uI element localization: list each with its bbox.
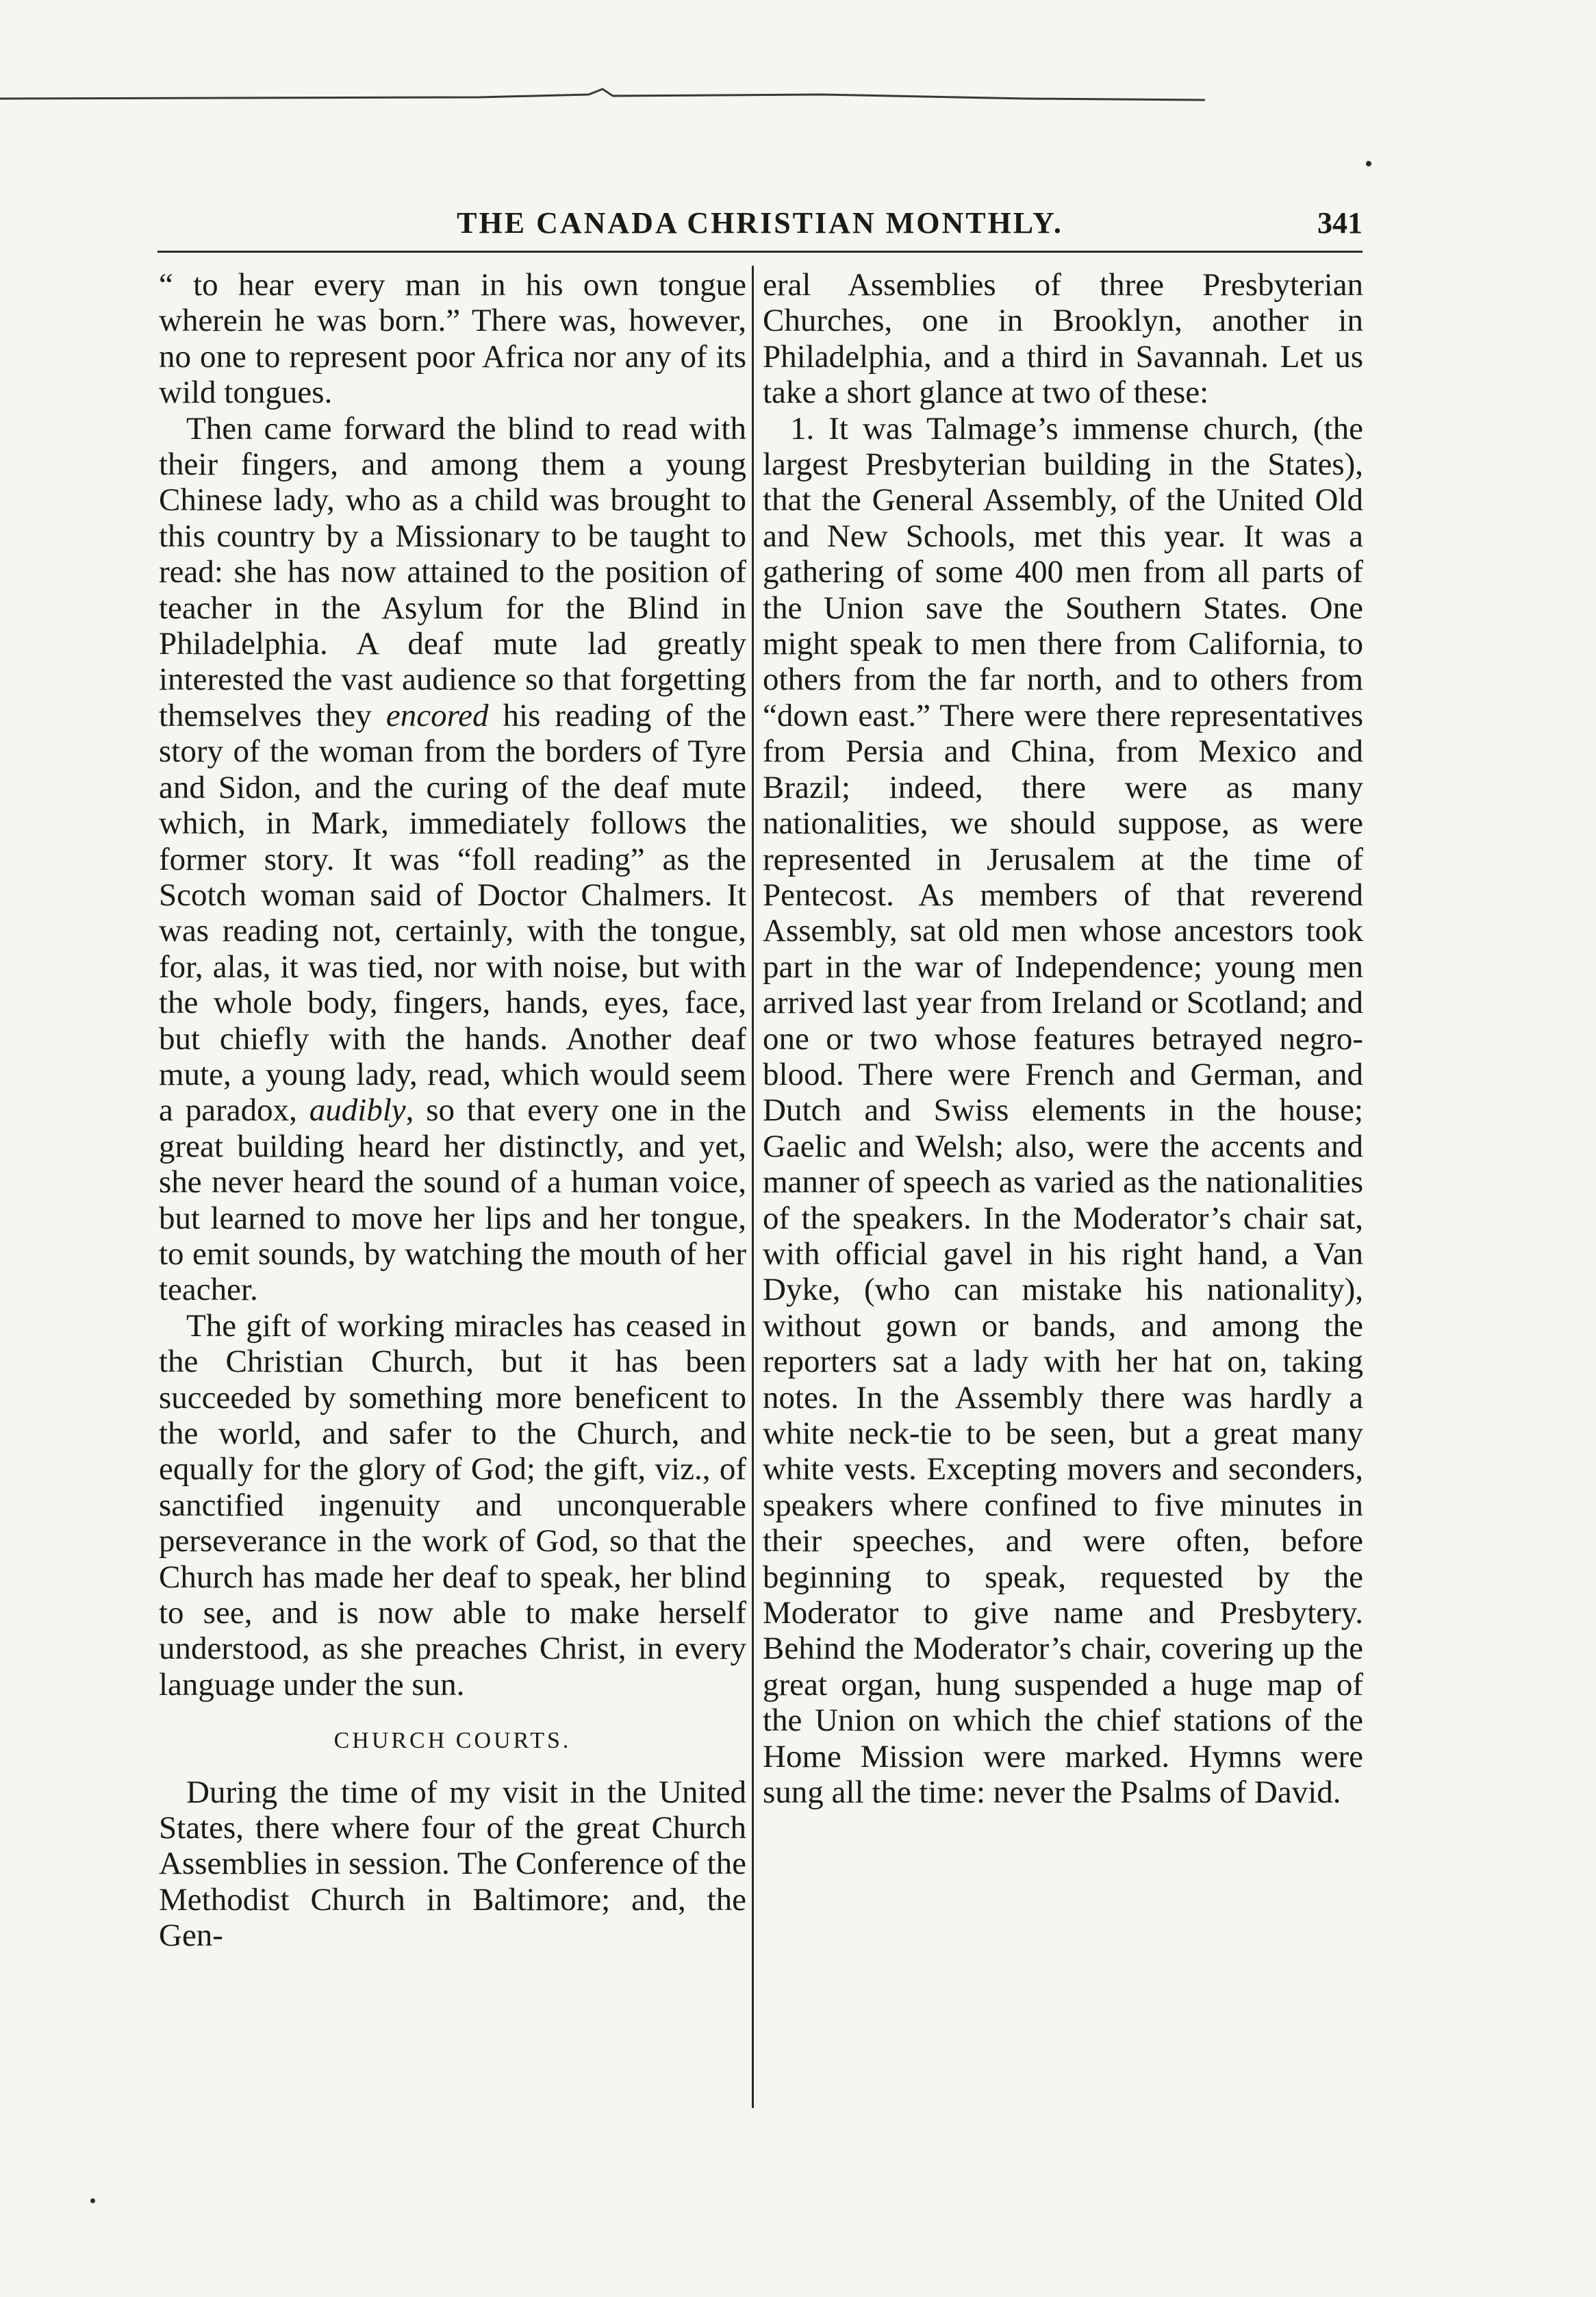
left-paragraph-2-part-b: his reading of the story of the woman from the borders of Tyre and Sidon, and the curing of the deaf mute which, in Mark, immediately follows the former story. It was “foll reading” as the Scotch woman said of Doctor Chalmers. It was reading not, certainly, with the tongue, for, alas, it was tied, nor with noise, but with the whole body, fingers, hands, eyes, face, but chiefly with the hands. Another deaf mute, a young lady, read, which would seem a paradox,: [159, 697, 746, 1129]
column-divider: [752, 266, 754, 2108]
italic-audibly: audibly: [309, 1092, 406, 1129]
scan-top-edge-mark: [0, 86, 1596, 114]
ink-speck: [90, 2198, 95, 2203]
ink-speck: [1366, 161, 1371, 166]
page-number: 341: [1317, 206, 1363, 240]
italic-encored: encored: [385, 697, 489, 733]
right-paragraph-2: 1. It was Talmage’s immense church, (the largest Presbyterian building in the States), that the General Assembly, of the United Old and New Schools, met this year. It was a gathering of some 400 men from all parts of the Union save the Southern States. One might speak to men there from California, to others from the far north, and to others from “down east.” There were there representatives from Persia and China, from Mexico and Brazil; indeed, there were as many nationalities, we should suppose, as were represented in Jerusalem at the time of Pentecost. As members of that reverend Assembly, sat old men whose ancestors took part in the war of Independence; young men arrived last year from Ireland or Scotland; and one or two whose features betrayed negro-blood. There were French and German, and Dutch and Swiss elements in the house; Gaelic and Welsh; also, were the accents and manner of speech as varied as the nationalities of the speakers. In the Moderator’s chair sat, with official gavel in his right hand, a Van Dyke, (who can mistake his nationality), without gown or bands, and among the reporters sat a lady with her hat on, taking notes. In the Assembly there was hardly a white neck-tie to be seen, but a great many white vests. Excepting movers and seconders, speakers where confined to five minutes in their speeches, and were often, before beginning to speak, requested by the Moderator to give name and Presbytery. Behind the Moderator’s chair, covering up the great organ, hung suspended a huge map of the Union on which the chief stations of the Home Mission were marked. Hymns were sung all the time: never the Psalms of David.: [763, 410, 1363, 1811]
left-paragraph-1: “ to hear every man in his own tongue wherein he was born.” There was, however, no one to represent poor Africa nor any of its wild tongues.: [159, 267, 746, 411]
left-paragraph-4: During the time of my visit in the United States, there where four of the great Church Assemblies in session. The Conference of the Methodist Church in Baltimore; and, the Gen-: [159, 1774, 746, 1954]
running-title: THE CANADA CHRISTIAN MONTHLY.: [457, 206, 1063, 240]
running-head: [157, 203, 1363, 253]
left-column: [159, 267, 746, 2103]
left-paragraph-2: [159, 411, 746, 1308]
right-paragraph-1: eral Assemblies of three Presbyterian Churches, one in Brooklyn, another in Philadelphia, and a third in Savannah. Let us take a short glance at two of these:: [763, 267, 1363, 411]
right-column: [763, 267, 1363, 2103]
left-paragraph-2-part-a: Then came forward the blind to read with their fingers, and among them a young Chinese lady, who as a child was brought to this country by a Missionary to be taught to read: she has now attained to the position of teacher in the Asylum for the Blind in Philadelphia. A deaf mute lad greatly interested the vast audience so that forgetting themselves they: [159, 410, 746, 733]
section-heading: CHURCH COURTS.: [333, 1728, 572, 1754]
left-paragraph-2-part-c: , so that every one in the great building heard her distinctly, and yet, she never heard the sound of a human voice, but learned to move her lips and her tongue, to emit sounds, by watching the mouth of her teacher.: [159, 1092, 746, 1308]
left-paragraph-3: The gift of working miracles has ceased in the Christian Church, but it has been succeeded by something more beneficent to the world, and safer to the Church, and equally for the glory of God; the gift, viz., of sanctified ingenuity and unconquerable perseverance in the work of God, so that the Church has made her deaf to speak, her blind to see, and is now able to make herself understood, as she preaches Christ, in every language under the sun.: [159, 1307, 746, 1703]
